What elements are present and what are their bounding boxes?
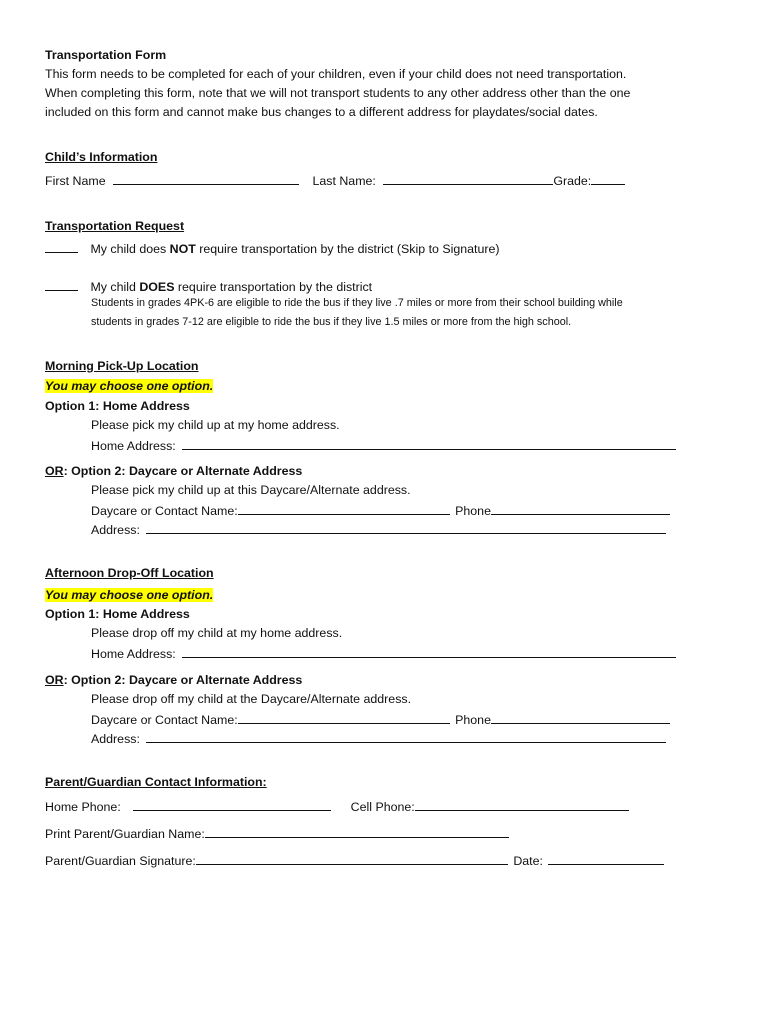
afternoon-home-address-field[interactable]: [182, 645, 676, 658]
afternoon-option2-text: Please drop off my child at the Daycare/Alternate address.: [91, 692, 412, 706]
afternoon-choose-note: You may choose one option.: [45, 588, 214, 602]
afternoon-contact-row: [91, 711, 670, 727]
afternoon-option2-title-row: [45, 673, 302, 687]
morning-phone-field[interactable]: [491, 502, 670, 515]
morning-address-row: [91, 521, 666, 537]
home-phone-label: Home Phone:: [45, 800, 121, 814]
intro-line-2: When completing this form, note that we will not transport students to any other address other than the one: [45, 86, 631, 100]
afternoon-option1-text: Please drop off my child at my home address.: [91, 626, 343, 640]
first-name-field[interactable]: [113, 172, 299, 185]
transport-does-row: [45, 278, 372, 294]
transport-does-checkbox[interactable]: [45, 278, 78, 291]
grade-field[interactable]: [591, 172, 625, 185]
cell-phone-label: Cell Phone:: [350, 800, 415, 814]
signature-field[interactable]: [196, 852, 508, 865]
morning-contact-label: Daycare or Contact Name:: [91, 504, 238, 518]
morning-option1-text: Please pick my child up at my home address.: [91, 418, 340, 432]
morning-contact-row: [91, 502, 670, 518]
afternoon-or-label: OR: [45, 673, 64, 687]
guardian-phone-row: [45, 798, 629, 814]
intro-line-1: This form needs to be completed for each of your children, even if your child does not need transportation.: [45, 67, 627, 81]
last-name-field[interactable]: [383, 172, 553, 185]
morning-choose-note: You may choose one option.: [45, 379, 214, 393]
morning-phone-label: Phone: [455, 504, 491, 518]
print-name-label: Print Parent/Guardian Name:: [45, 827, 205, 841]
transport-not-text: My child does NOT require transportation by the district (Skip to Signature): [90, 242, 500, 256]
morning-option2-title-row: [45, 464, 302, 478]
morning-home-address-label: Home Address:: [91, 439, 176, 453]
transport-request-heading: Transportation Request: [45, 219, 185, 233]
afternoon-contact-field[interactable]: [238, 711, 450, 724]
afternoon-heading: Afternoon Drop-Off Location: [45, 566, 214, 580]
guardian-print-name-row: [45, 825, 509, 841]
morning-option2-title: : Option 2: Daycare or Alternate Address: [63, 464, 303, 478]
afternoon-phone-field[interactable]: [491, 711, 670, 724]
signature-label: Parent/Guardian Signature:: [45, 854, 196, 868]
morning-contact-field[interactable]: [238, 502, 450, 515]
morning-or-label: OR: [45, 464, 64, 478]
afternoon-home-address-row: [91, 645, 676, 661]
date-label: Date:: [513, 854, 543, 868]
morning-option2-text: Please pick my child up at this Daycare/Alternate address.: [91, 483, 411, 497]
home-phone-field[interactable]: [133, 798, 331, 811]
morning-option1-title: Option 1: Home Address: [45, 399, 190, 413]
transport-not-checkbox[interactable]: [45, 240, 78, 253]
print-name-field[interactable]: [205, 825, 509, 838]
afternoon-option2-title: : Option 2: Daycare or Alternate Address: [63, 673, 303, 687]
morning-home-address-field[interactable]: [182, 437, 676, 450]
afternoon-phone-label: Phone: [455, 713, 491, 727]
guardian-signature-row: [45, 852, 664, 868]
cell-phone-field[interactable]: [415, 798, 629, 811]
child-name-row: [45, 172, 625, 188]
form-title: Transportation Form: [45, 48, 167, 62]
first-name-label: First Name: [45, 174, 106, 188]
afternoon-address-field[interactable]: [146, 730, 666, 743]
afternoon-choose-row: [45, 588, 213, 602]
grade-label: Grade:: [553, 174, 592, 188]
morning-heading: Morning Pick-Up Location: [45, 359, 199, 373]
morning-address-field[interactable]: [146, 521, 666, 534]
afternoon-address-label: Address:: [91, 732, 140, 746]
morning-home-address-row: [91, 437, 676, 453]
transport-not-row: [45, 240, 500, 256]
child-info-heading: Child’s Information: [45, 150, 158, 164]
transport-does-text: My child DOES require transportation by the district: [90, 280, 373, 294]
afternoon-address-row: [91, 730, 666, 746]
afternoon-home-address-label: Home Address:: [91, 647, 176, 661]
eligibility-note-2: students in grades 7-12 are eligible to ride the bus if they live 1.5 miles or more from the high school.: [91, 316, 572, 328]
guardian-heading: Parent/Guardian Contact Information:: [45, 775, 267, 789]
afternoon-option1-title: Option 1: Home Address: [45, 607, 190, 621]
last-name-label: Last Name:: [312, 174, 376, 188]
afternoon-contact-label: Daycare or Contact Name:: [91, 713, 238, 727]
intro-line-3: included on this form and cannot make bus changes to a different address for playdates/social dates.: [45, 105, 598, 119]
morning-choose-row: [45, 379, 213, 393]
morning-address-label: Address:: [91, 523, 140, 537]
date-field[interactable]: [548, 852, 664, 865]
eligibility-note-1: Students in grades 4PK-6 are eligible to ride the bus if they live .7 miles or more from their school building while: [91, 297, 623, 309]
